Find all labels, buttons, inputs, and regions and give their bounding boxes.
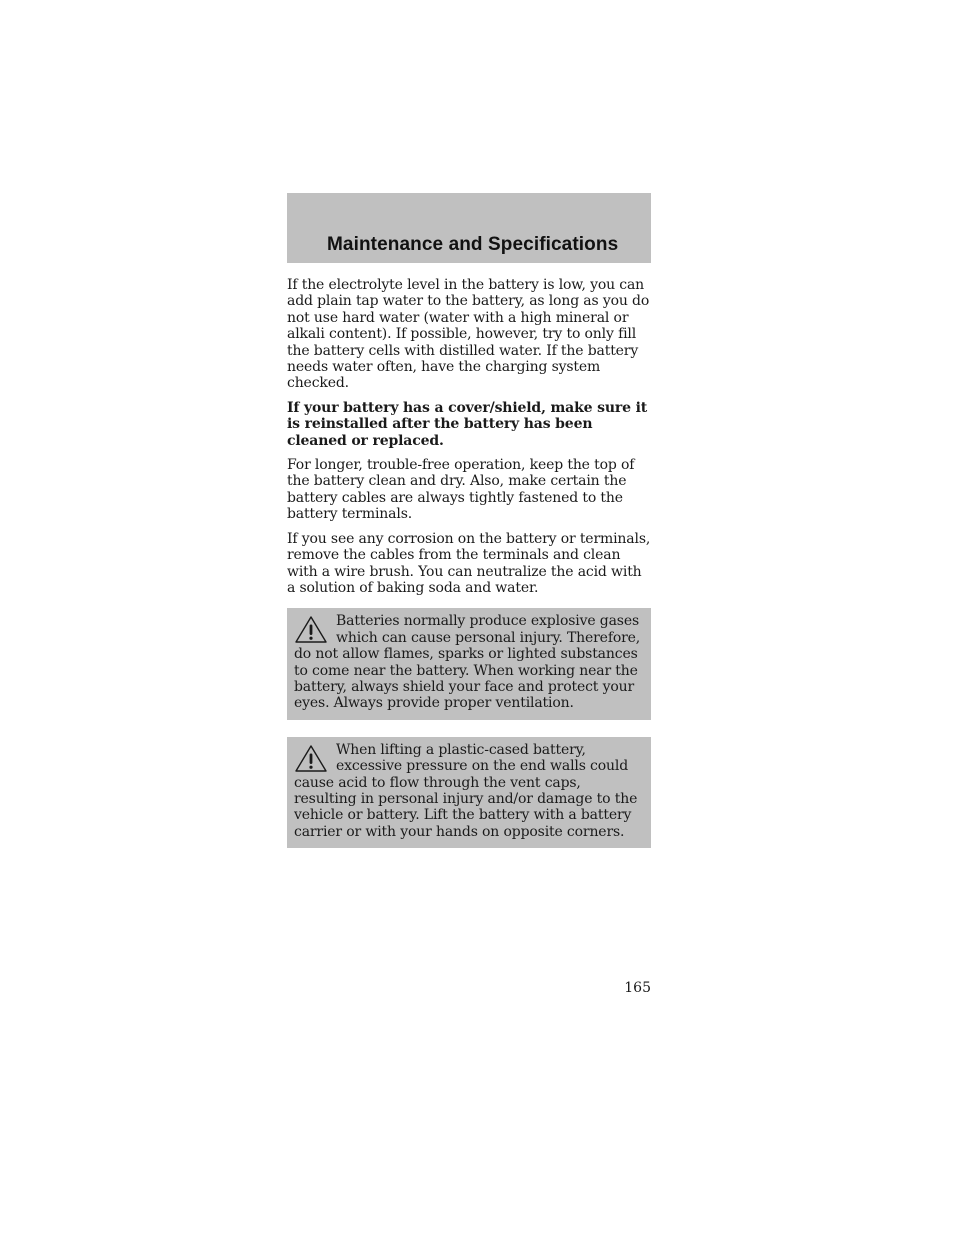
warning-triangle-icon bbox=[294, 744, 328, 774]
paragraph-electrolyte: If the electrolyte level in the battery is low, you can add plain tap water to the battery, as long as you do not use hard water (water with a high mineral or alkali content). If possible, however, try to only fill the battery cells with distilled water. If the battery needs water often, have the charging system checked. bbox=[287, 277, 650, 392]
warning-text: Batteries normally produce explosive gases which can cause personal injury. Therefore, do not allow flames, sparks or lighted substances to come near the battery. When working near the battery, always shield your face and protect your eyes. Always provide proper ventilation. bbox=[294, 613, 641, 712]
paragraph-cover-shield: If your battery has a cover/shield, make sure it is reinstalled after the battery has been cleaned or replaced. bbox=[287, 399, 648, 449]
page-content bbox=[287, 277, 651, 848]
section-header bbox=[287, 193, 651, 263]
page-number: 165 bbox=[624, 980, 651, 996]
paragraph-corrosion: If you see any corrosion on the battery or terminals, remove the cables from the terminals and clean with a wire brush. You can neutralize the acid with a solution of baking soda and water. bbox=[287, 530, 651, 596]
warning-text: When lifting a plastic-cased battery, excessive pressure on the end walls could cause acid to flow through the vent caps, resulting in personal injury and/or damage to the vehicle or battery. Lift the battery with a battery carrier or with your hands on opposite corners. bbox=[294, 741, 638, 840]
warning-box-explosive-gases bbox=[287, 608, 651, 719]
paragraph-clean-terminals: For longer, trouble-free operation, keep the top of the battery clean and dry. Also, make certain the battery cables are always tightly fastened to the battery terminals. bbox=[287, 457, 635, 523]
warning-triangle-icon bbox=[294, 615, 328, 645]
section-title: Maintenance and Specifications bbox=[327, 234, 619, 255]
warning-box-lifting-battery bbox=[287, 737, 651, 848]
